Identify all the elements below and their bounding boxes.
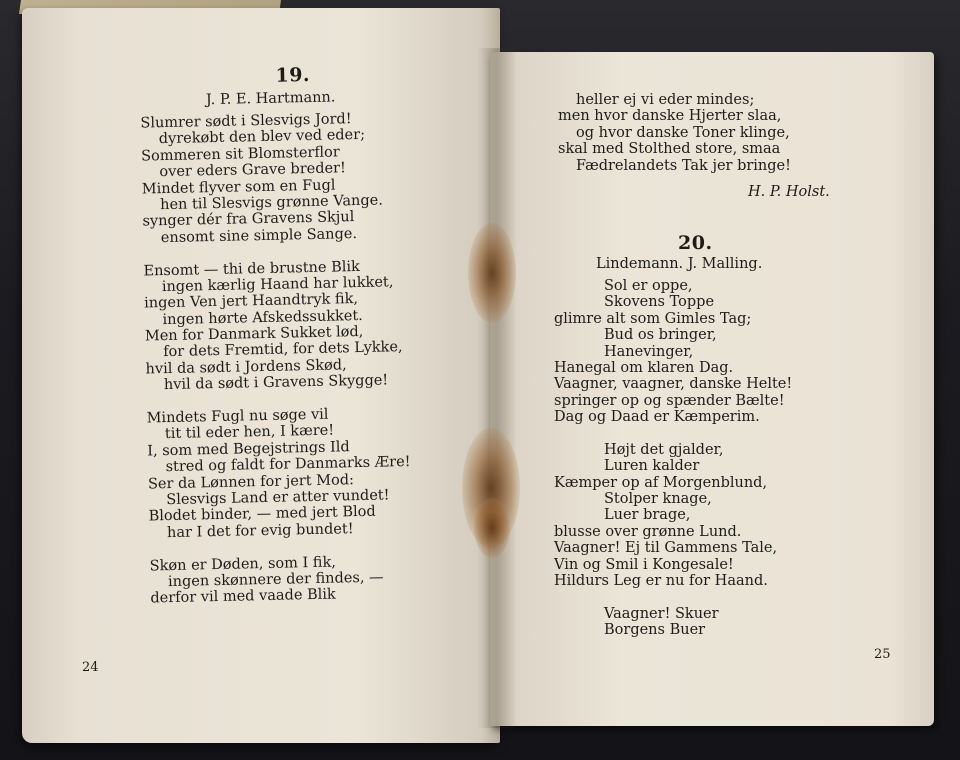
poem-line: I, som med Begejstrings Ild	[147, 439, 350, 460]
poem-line: hen til Slesvigs grønne Vange.	[159, 192, 384, 214]
poem-line: Dag og Daad er Kæmperim.	[554, 409, 760, 426]
poem-lines	[140, 110, 413, 607]
poem-line: Mindets Fugl nu søge vil	[146, 406, 329, 427]
poem-line: for dets Fremtid, for dets Lykke,	[163, 339, 403, 361]
poem-number: 19.	[275, 63, 311, 87]
poem-line: dyrekøbt den blev ved eder;	[158, 127, 366, 148]
poem-line: Slesvigs Land er atter vundet!	[166, 487, 390, 509]
poem-line: Sommeren sit Blomsterflor	[140, 144, 340, 165]
poem-line: Ser da Lønnen for jert Mod:	[147, 471, 355, 493]
poem-line: har I det for evig bundet!	[166, 520, 354, 541]
poem-line: Vaagner! Ej til Gammens Tale,	[554, 540, 778, 557]
poem-line: Skovens Toppe	[604, 294, 715, 311]
poem-line: Skøn er Døden, som I fik,	[149, 554, 337, 574]
poem-line: Kæmper op af Morgenblund,	[554, 474, 768, 491]
poem-line: ingen skønnere der findes, —	[167, 569, 384, 591]
poem-line: Hanegal om klaren Dag.	[554, 359, 734, 376]
composer-credit: J. P. E. Hartmann.	[205, 89, 336, 109]
poem-line: Vin og Smil i Kongesale!	[554, 556, 734, 573]
right-page	[490, 52, 934, 726]
poem-line: Men for Danmark Sukket lød,	[144, 324, 364, 345]
poem-line: Bud os bringer,	[604, 327, 717, 344]
composer-credit: Lindemann. J. Malling.	[596, 256, 763, 272]
poem-line: springer op og spænder Bælte!	[554, 392, 785, 409]
poem-line: tit til eder hen, I kære!	[164, 422, 335, 443]
poem-line: synger dér fra Gravens Skjul	[142, 209, 355, 230]
poem-line: Fædrelandets Tak jer bringe!	[576, 157, 791, 174]
poem-line: ensomt sine simple Sange.	[160, 225, 358, 246]
poem-line: Mindet flyver som en Fugl	[141, 177, 336, 198]
poem-line: Slumrer sødt i Slesvigs Jord!	[140, 111, 352, 132]
poem-line: hvil da sødt i Gravens Skygge!	[163, 372, 389, 394]
poem-line: blusse over grønne Lund.	[554, 523, 742, 540]
book-gutter-shadow	[477, 48, 517, 728]
poem-line: heller ej vi eder mindes;	[576, 92, 755, 108]
poem-line: Blodet binder, — med jert Blod	[148, 504, 376, 525]
poem-lines	[554, 278, 792, 639]
gutter-burn-stain	[468, 223, 516, 323]
stanza-break	[554, 426, 792, 442]
poem-line: Luer brage,	[604, 507, 691, 524]
poem-line: Luren kalder	[604, 458, 700, 475]
page-number: 24	[82, 660, 99, 675]
poem-line: Højt det gjalder,	[604, 441, 724, 458]
poem-line: ingen hørte Afskedssukket.	[162, 307, 363, 328]
page-number: 25	[874, 647, 891, 662]
poem-continuation-lines	[558, 92, 791, 174]
poet-signature: H. P. Holst.	[748, 184, 830, 200]
poem-line: Vaagner! Skuer	[604, 605, 719, 622]
poem-line: og hvor danske Toner klinge,	[576, 124, 790, 141]
poem-line: stred og faldt for Danmarks Ære!	[165, 454, 411, 476]
gutter-burn-stain	[474, 498, 510, 558]
poem-line: ingen kærlig Haand har lukket,	[161, 274, 394, 296]
poem-line: Borgens Buer	[604, 622, 706, 639]
poem-line: derfor vil med vaade Blik	[150, 586, 336, 607]
poem-line: Sol er oppe,	[604, 278, 693, 294]
poem-line: hvil da sødt i Jordens Skød,	[145, 357, 347, 378]
poem-line: Ensomt — thi de brustne Blik	[143, 258, 360, 280]
stanza-break	[554, 589, 792, 605]
poem-number: 20.	[678, 232, 713, 254]
poem-line: glimre alt som Gimles Tag;	[554, 310, 752, 327]
poem-line: skal med Stolthed store, smaa	[558, 141, 781, 158]
open-booklet	[22, 8, 934, 748]
left-page	[22, 8, 500, 743]
poem-line: over eders Grave breder!	[159, 160, 347, 181]
poem-line: ingen Ven jert Haandtryk fik,	[144, 291, 359, 312]
poem-line: Vaagner, vaagner, danske Helte!	[554, 376, 793, 393]
poem-line: Stolper knage,	[604, 491, 712, 508]
poem-line: Hildurs Leg er nu for Haand.	[554, 573, 768, 590]
poem-line: men hvor danske Hjerter slaa,	[558, 108, 782, 125]
poem-line: Hanevinger,	[604, 343, 694, 360]
